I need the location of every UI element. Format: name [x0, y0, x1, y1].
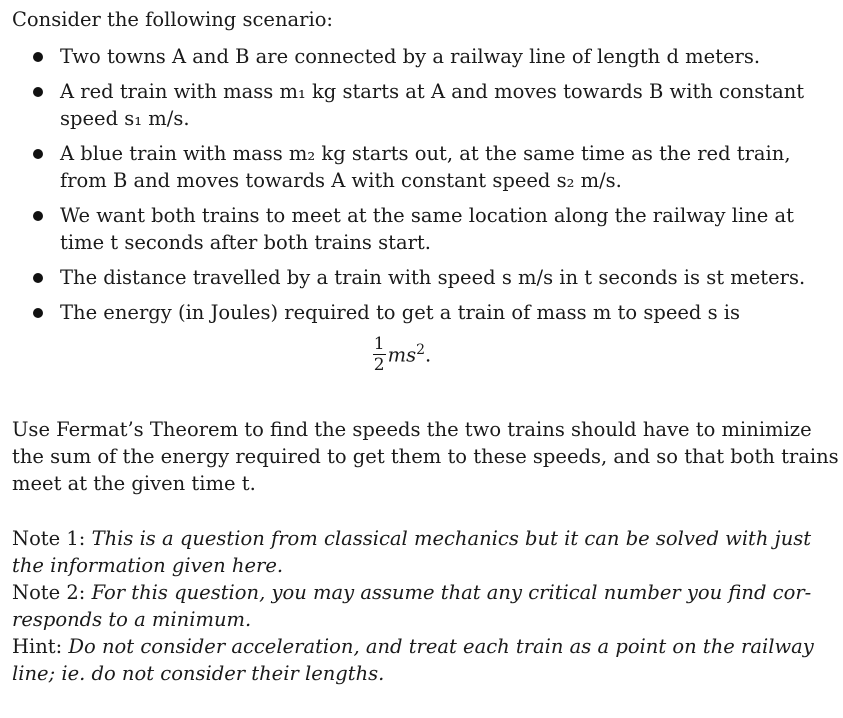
formula-exponent: 2 — [416, 342, 426, 359]
hint-text: line; ie. do not consider their lengths. — [12, 662, 385, 685]
paragraph-line: Use Fermat’s Theorem to find the speeds the two trains should have to minimize — [12, 418, 812, 441]
bullet-icon — [33, 211, 43, 221]
list-item — [12, 299, 792, 326]
list-item-line: A blue train with mass m₂ kg starts out, at the same time as the red train, — [60, 142, 791, 165]
bullet-icon — [33, 87, 43, 97]
notes-section — [12, 525, 814, 687]
list-item-line: speed s₁ m/s. — [60, 107, 190, 130]
list-item — [12, 43, 792, 70]
bullet-icon — [33, 52, 43, 62]
formula-body — [388, 342, 432, 367]
question-paragraph — [12, 416, 839, 497]
list-item — [12, 78, 805, 132]
hint-text: Do not consider acceleration, and treat each train as a point on the railway — [68, 635, 814, 658]
paragraph-line: meet at the given time t. — [12, 472, 256, 495]
list-item-line: A red train with mass m₁ kg starts at A and moves towards B with constant — [60, 80, 805, 103]
hint-label: Hint: — [12, 635, 63, 658]
formula-variables: ms — [387, 343, 417, 367]
list-item-line: The distance travelled by a train with speed s m/s in t seconds is st meters. — [60, 266, 806, 289]
intro-text: Consider the following scenario: — [12, 8, 333, 31]
list-item — [12, 264, 806, 291]
bullet-icon — [33, 308, 43, 318]
paragraph-line: the sum of the energy required to get them to these speeds, and so that both trains — [12, 445, 839, 468]
list-item — [12, 140, 792, 194]
note-label: Note 1: — [12, 527, 86, 550]
note-text: For this question, you may assume that any critical number you find cor- — [91, 581, 812, 604]
note-line — [12, 633, 814, 660]
list-item-line: The energy (in Joules) required to get a train of mass m to speed s is — [60, 301, 741, 324]
list-item-line: from B and moves towards A with constant speed s₂ m/s. — [60, 169, 622, 192]
fraction — [373, 334, 386, 375]
note-line — [12, 525, 812, 552]
list-item — [12, 202, 792, 256]
bullet-icon — [33, 149, 43, 159]
energy-formula — [12, 334, 792, 394]
list-item-line: Two towns A and B are connected by a railway line of length d meters. — [60, 45, 761, 68]
fraction-numerator: 1 — [373, 334, 385, 354]
fraction-denominator: 2 — [373, 355, 385, 375]
formula-period: . — [425, 343, 432, 367]
note-text: This is a question from classical mechanics but it can be solved with just — [91, 527, 812, 550]
note-text: the information given here. — [12, 554, 284, 577]
note-label: Note 2: — [12, 581, 86, 604]
note-line — [12, 579, 812, 606]
list-item-line: We want both trains to meet at the same location along the railway line at — [60, 204, 794, 227]
document-page — [12, 6, 839, 687]
note-text: responds to a minimum. — [12, 608, 252, 631]
scenario-list — [12, 43, 806, 326]
list-item-line: time t seconds after both trains start. — [60, 231, 431, 254]
bullet-icon — [33, 273, 43, 283]
